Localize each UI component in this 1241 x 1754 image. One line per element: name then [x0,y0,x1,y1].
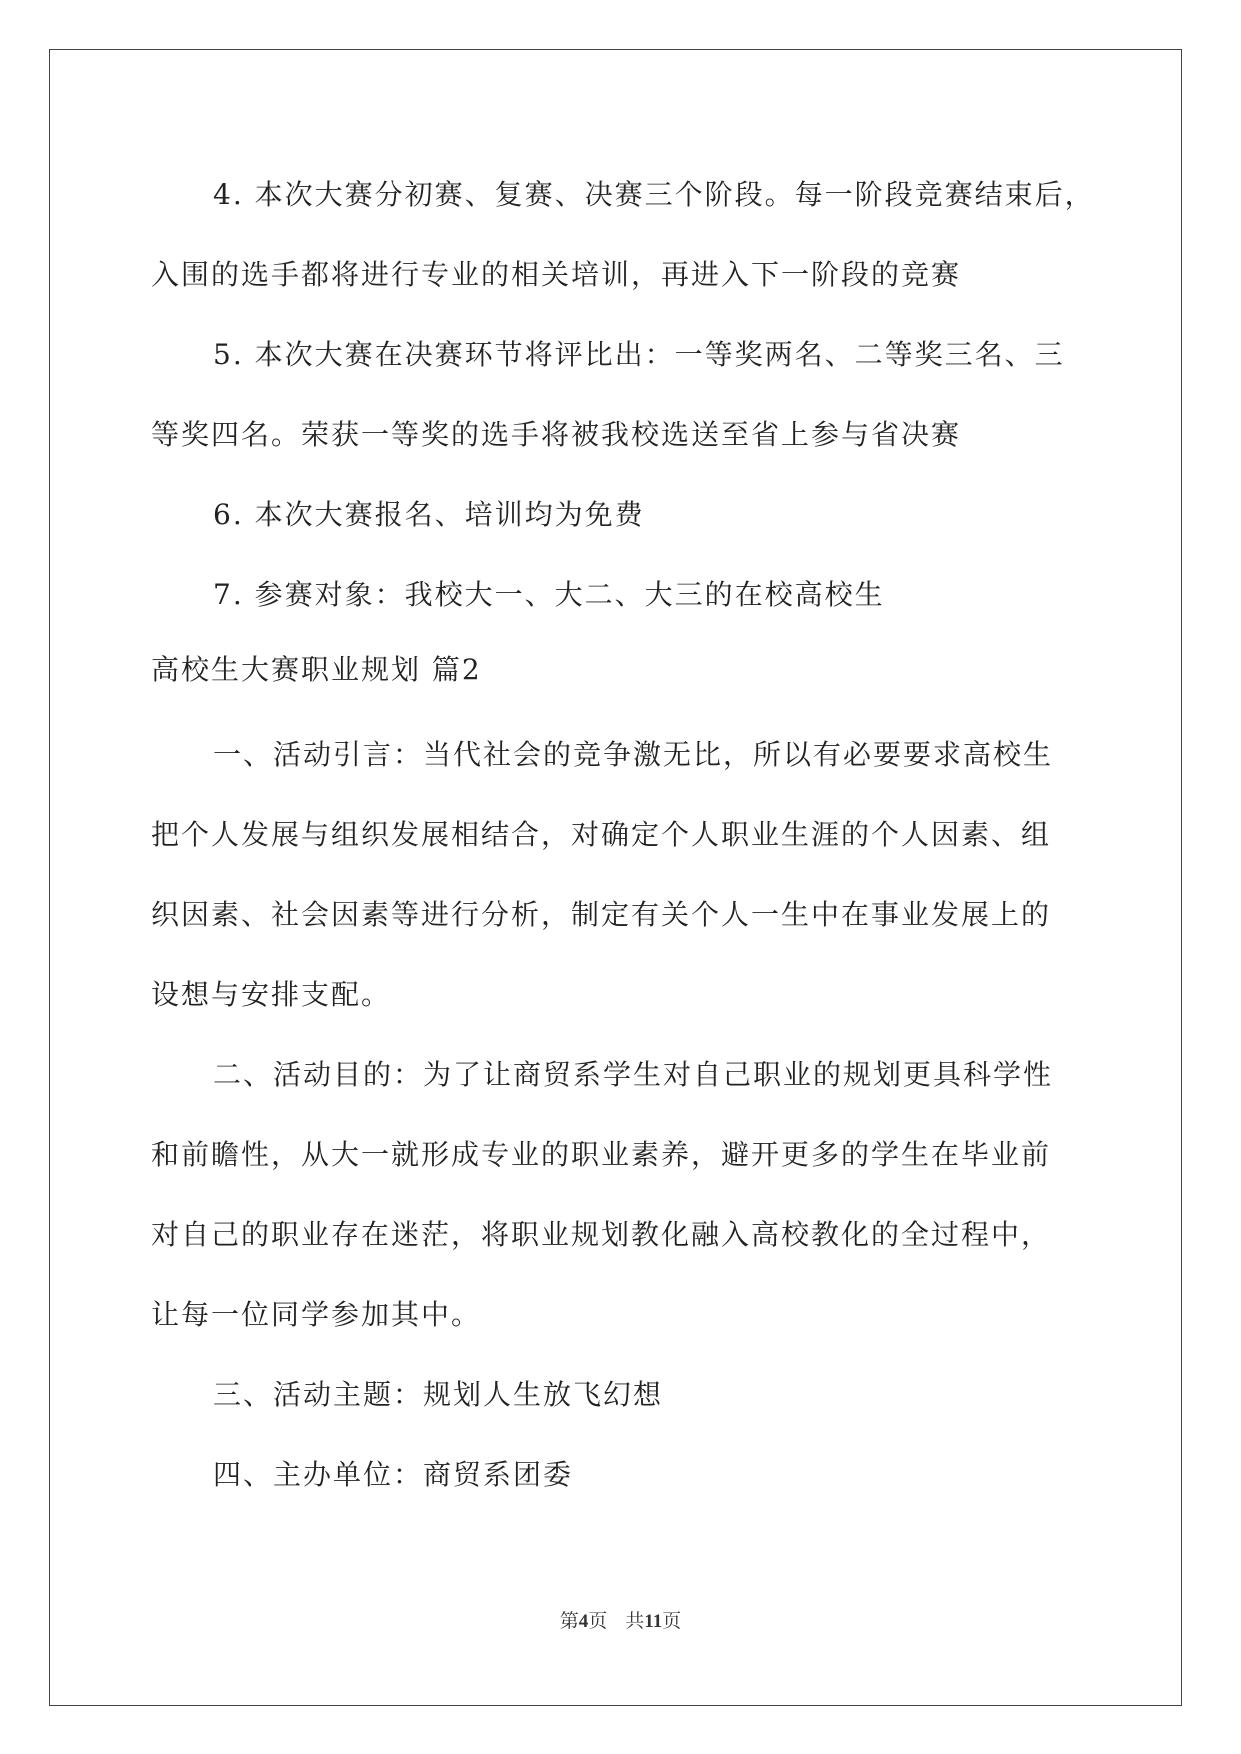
page-prefix: 第 [559,1611,579,1632]
paragraph-line: 三、活动主题：规划人生放飞幻想 [213,1378,664,1411]
paragraph-line: 一、活动引言：当代社会的竞争激无比，所以有必要要求高校生 [213,738,1054,771]
page-mid: 页 [588,1611,608,1632]
paragraph-line: 设想与安排支配。 [151,978,392,1011]
paragraph-line: 7. 参赛对象：我校大一、大二、大三的在校高校生 [213,578,885,611]
paragraph-line: 等奖四名。荣获一等奖的选手将被我校选送至省上参与省决赛 [151,418,962,451]
page-current: 4 [578,1611,589,1632]
paragraph-line: 6. 本次大赛报名、培训均为免费 [213,498,645,531]
section-heading: 高校生大赛职业规划 篇2 [151,653,482,686]
paragraph-line: 和前瞻性，从大一就形成专业的职业素养，避开更多的学生在毕业前 [151,1138,1052,1171]
page-total: 11 [644,1611,663,1632]
paragraph-line: 织因素、社会因素等进行分析，制定有关个人一生中在事业发展上的 [151,898,1052,931]
paragraph-line: 二、活动目的：为了让商贸系学生对自己职业的规划更具科学性 [213,1058,1054,1091]
page-footer [0,1606,1241,1633]
paragraph-line: 4. 本次大赛分初赛、复赛、决赛三个阶段。每一阶段竞赛结束后， [213,178,1095,211]
paragraph-line: 让每一位同学参加其中。 [151,1298,482,1331]
paragraph-line: 把个人发展与组织发展相结合，对确定个人职业生涯的个人因素、组 [151,818,1052,851]
paragraph-line: 入围的选手都将进行专业的相关培训，再进入下一阶段的竞赛 [151,258,962,291]
paragraph-line: 四、主办单位：商贸系团委 [213,1458,574,1491]
total-prefix: 共 [625,1611,645,1632]
paragraph-line: 对自己的职业存在迷茫，将职业规划教化融入高校教化的全过程中， [151,1218,1052,1251]
paragraph-line: 5. 本次大赛在决赛环节将评比出：一等奖两名、二等奖三名、三 [213,338,1065,371]
total-suffix: 页 [662,1611,682,1632]
